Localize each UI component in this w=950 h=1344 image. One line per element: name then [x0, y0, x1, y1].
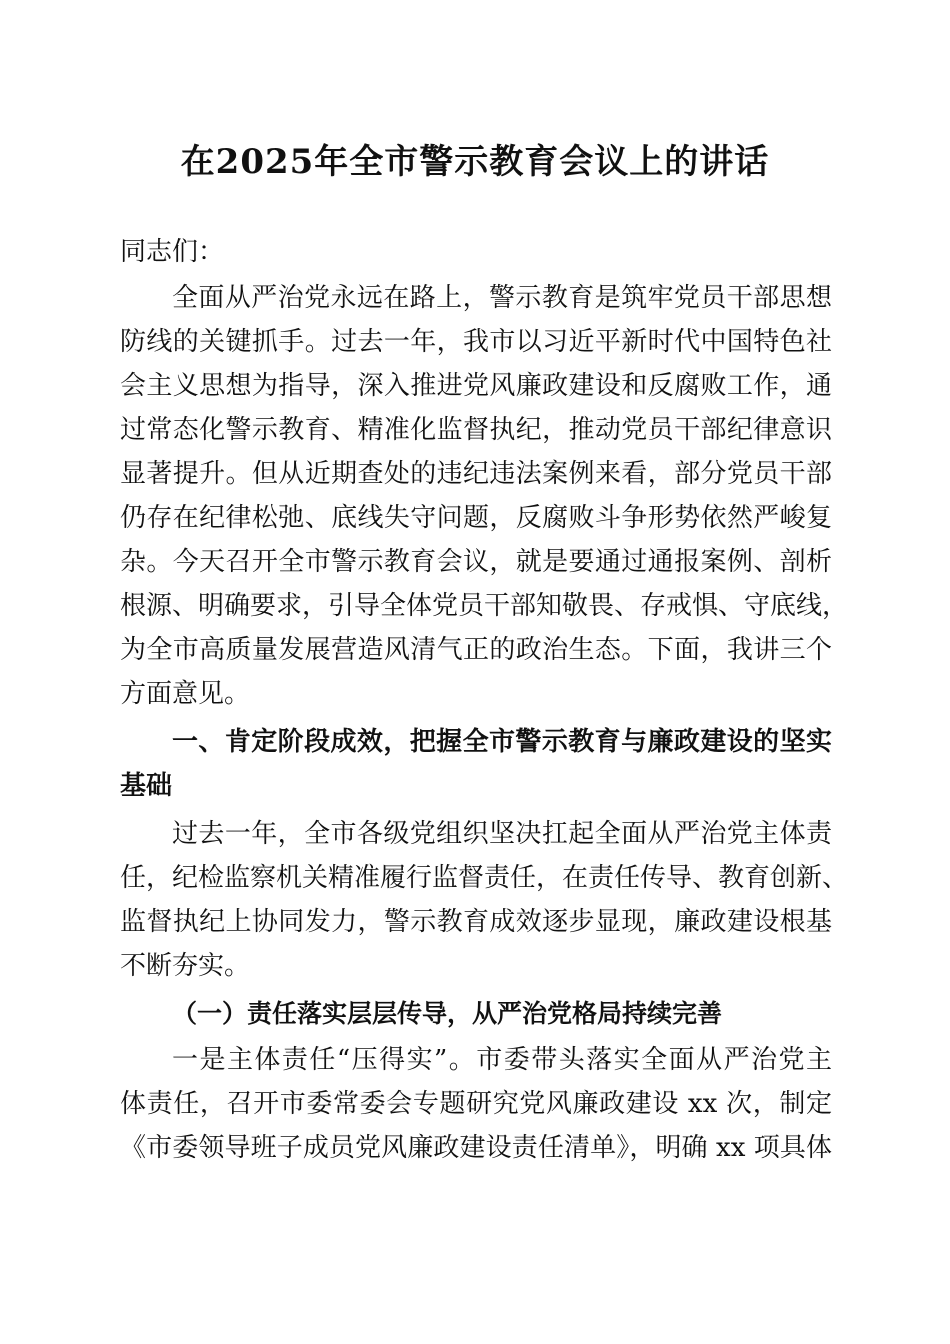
- intro-line: 会主义思想为指导，深入推进党风廉政建设和反腐败工作，通: [120, 371, 832, 401]
- intro-line: 根源、明确要求，引导全体党员干部知敬畏、存戒惧、守底线，: [120, 591, 849, 621]
- section-line: 过去一年，全市各级党组织坚决扛起全面从严治党主体责: [172, 819, 832, 849]
- intro-line: 全面从严治党永远在路上，警示教育是筑牢党员干部思想: [172, 283, 832, 313]
- intro-line: 仍存在纪律松弛、底线失守问题，反腐败斗争形势依然严峻复: [120, 503, 832, 533]
- section-line: 任，纪检监察机关精准履行监督责任，在责任传导、教育创新、: [120, 863, 849, 893]
- subsection-line: 体责任，召开市委常委会专题研究党风廉政建设 xx 次，制定: [120, 1089, 832, 1119]
- section-line: 不断夯实。: [120, 951, 251, 981]
- subsection-line: 一是主体责任“压得实”。市委带头落实全面从严治党主: [172, 1045, 832, 1075]
- intro-line: 方面意见。: [120, 679, 251, 709]
- intro-line: 杂。今天召开全市警示教育会议，就是要通过通报案例、剖析: [120, 547, 832, 577]
- intro-line: 过常态化警示教育、精准化监督执纪，推动党员干部纪律意识: [120, 415, 832, 445]
- section-heading: 一、肯定阶段成效，把握全市警示教育与廉政建设的坚实: [172, 727, 832, 757]
- subsection-heading: （一）责任落实层层传导，从严治党格局持续完善: [172, 999, 723, 1028]
- section-heading: 基础: [120, 771, 173, 801]
- intro-line: 为全市高质量发展营造风清气正的政治生态。下面，我讲三个: [120, 635, 832, 665]
- intro-line: 防线的关键抓手。过去一年，我市以习近平新时代中国特色社: [120, 327, 832, 357]
- intro-line: 显著提升。但从近期查处的违纪违法案例来看，部分党员干部: [120, 459, 832, 489]
- section-line: 监督执纪上协同发力，警示教育成效逐步显现，廉政建设根基: [120, 907, 832, 937]
- salutation: 同志们：: [120, 237, 225, 267]
- document-title: 在2025年全市警示教育会议上的讲话: [180, 142, 770, 182]
- subsection-line: 《市委领导班子成员党风廉政建设责任清单》，明确 xx 项具体: [120, 1133, 832, 1163]
